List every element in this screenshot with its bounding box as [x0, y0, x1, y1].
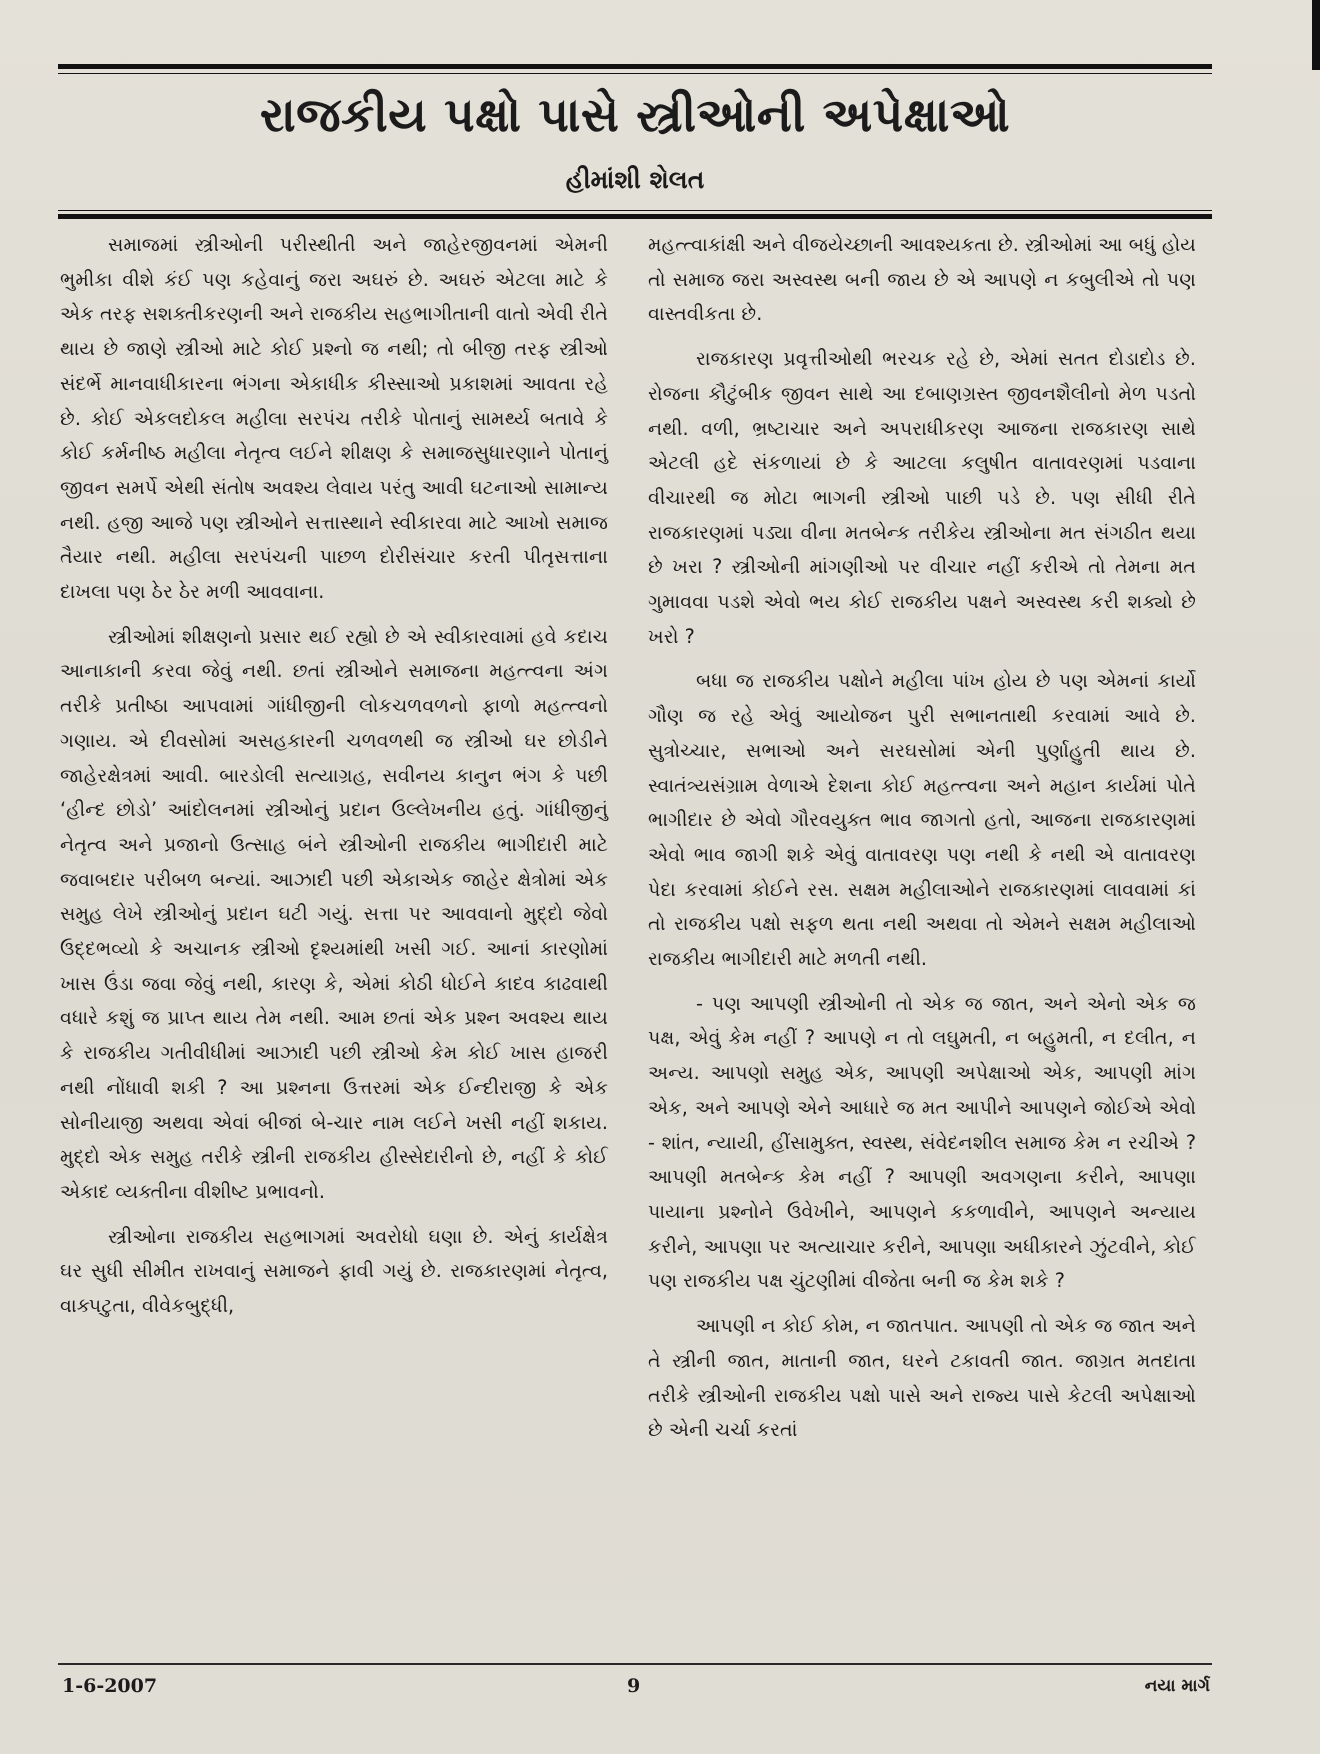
footer-rule: [58, 1663, 1212, 1665]
right-paragraph-4: - પણ આપણી સ્ત્રીઓની તો એક જ જાત, અને એનો એક જ પક્ષ, એવું કેમ નહીં ? આપણે ન તો લઘુમતી, ન બહુમતી, ન દલીત, ન અન્ય. આપણો સમુહ એક, આપણી અપેક્ષાઓ એક, આપણી માંગ એક, અને આપણે એને આધારે જ મત આપીને આપણને જોઈએ એવો - શાંત, ન્યાયી, હીંસામુક્ત, સ્વસ્થ, સંવેદનશીલ સમાજ કેમ ન રચીએ ? આપણી મતબેન્ક કેમ નહીં ? આપણી અવગણના કરીને, આપણા પાયાના પ્રશ્નોને ઉવેખીને, આપણને કકળાવીને, આપણને અન્યાય કરીને, આપણા પર અત્યાચાર કરીને, આપણા અધીકારને ઝુંટવીને, કોઈ પણ રાજકીય પક્ષ ચુંટણીમાં વીજેતા બની જ કેમ શકે ?: [648, 991, 1196, 1293]
page-number: 9: [627, 1675, 641, 1697]
right-paragraph-3: બધા જ રાજકીય પક્ષોને મહીલા પાંખ હોય છે પણ એમનાં કાર્યો ગૌણ જ રહે એવું આયોજન પુરી સભાનતાથી કરવામાં આવે છે. સુત્રોચ્ચાર, સભાઓ અને સરઘસોમાં એની પુર્ણાહુતી થાય છે. સ્વાતંત્ર્યસંગ્રામ વેળાએ દેશના કોઈ મહત્ત્વના અને મહાન કાર્યમાં પોતે ભાગીદાર છે એવો ગૌરવયુક્ત ભાવ જાગતો હતો, આજના રાજકારણમાં એવો ભાવ જાગી શકે એવું વાતાવરણ પણ નથી કે નથી એ વાતાવરણ પેદા કરવામાં કોઈને રસ. સક્ષમ મહીલાઓને રાજકારણમાં લાવવામાં કાં તો રાજકીય પક્ષો સફળ થતા નથી અથવા તો એમને સક્ષમ મહીલાઓ રાજકીય ભાગીદારી માટે મળતી નથી.: [648, 669, 1196, 971]
right-paragraph-1: મહત્ત્વાકાંક્ષી અને વીજયેચ્છાની આવશ્યકતા છે. સ્ત્રીઓમાં આ બધું હોય તો સમાજ જરા અસ્વસ્થ બની જાય છે એ આપણે ન કબુલીએ તો પણ વાસ્તવીકતા છે.: [648, 233, 1196, 326]
left-paragraph-2: સ્ત્રીઓમાં શીક્ષણનો પ્રસાર થઈ રહ્યો છે એ સ્વીકારવામાં હવે કદાચ આનાકાની કરવા જેવું નથી. છતાં સ્ત્રીઓને સમાજના મહત્ત્વના અંગ તરીકે પ્રતીષ્ઠા આપવામાં ગાંધીજીની લોકચળવળનો ફાળો મહત્ત્વનો ગણાય. એ દીવસોમાં અસહકારની ચળવળથી જ સ્ત્રીઓ ઘર છોડીને જાહેરક્ષેત્રમાં આવી. બારડોલી સત્યાગ્રહ, સવીનય કાનુન ભંગ કે પછી ‘હીન્દ છોડો’ આંદોલનમાં સ્ત્રીઓનું પ્રદાન ઉલ્લેખનીય હતું. ગાંધીજીનું નેતૃત્વ અને પ્રજાનો ઉત્સાહ બંને સ્ત્રીઓની રાજકીય ભાગીદારી માટે જવાબદાર પરીબળ બન્યાં. આઝાદી પછી એકાએક જાહેર ક્ષેત્રોમાં એક સમુહ લેખે સ્ત્રીઓનું પ્રદાન ઘટી ગયું. સત્તા પર આવવાનો મુદ્દો જેવો ઉદ્દભવ્યો કે અચાનક સ્ત્રીઓ દૃશ્યમાંથી ખસી ગઈ. આનાં કારણોમાં ખાસ ઉંડા જવા જેવું નથી, કારણ કે, એમાં કોઠી ધોઈને કાદવ કાઢવાથી વધારે કશું જ પ્રાપ્ત થાય તેમ નથી. આમ છતાં એક પ્રશ્ન અવશ્ય થાય કે રાજકીય ગતીવીધીમાં આઝાદી પછી સ્ત્રીઓ કેમ કોઈ ખાસ હાજરી નથી નોંધાવી શકી ? આ પ્રશ્નના ઉત્તરમાં એક ઈન્દીરાજી કે એક સોનીયાજી અથવા એવાં બીજાં બે-ચાર નામ લઈને ખસી નહીં શકાય. મુદ્દો એક સમુહ તરીકે સ્ત્રીની રાજકીય હીસ્સેદારીનો છે, નહીં કે કોઈ એકાદ વ્યક્તીના વીશીષ્ટ પ્રભાવનો.: [60, 624, 609, 1203]
header-rule-thick-top: [58, 64, 1212, 69]
header-rule-thin-bottom: [58, 210, 1212, 211]
footer-date: 1-6-2007: [62, 1675, 158, 1697]
page-edge-mark: [1312, 0, 1320, 70]
right-paragraph-2: રાજકારણ પ્રવૃત્તીઓથી ભરચક રહે છે, એમાં સતત દોડાદોડ છે. રોજના કૌટુંબીક જીવન સાથે આ દબાણગ્રસ્ત જીવનશૈલીનો મેળ પડતો નથી. વળી, ભ્રષ્ટાચાર અને અપરાધીકરણ આજના રાજકારણ સાથે એટલી હદે સંકળાયાં છે કે આટલા કલુષીત વાતાવરણમાં પડવાના વીચારથી જ મોટા ભાગની સ્ત્રીઓ પાછી પડે છે. પણ સીધી રીતે રાજકારણમાં પડ્યા વીના મતબેન્ક તરીકેય સ્ત્રીઓના મત સંગઠીત થયા છે ખરા ? સ્ત્રીઓની માંગણીઓ પર વીચાર નહીં કરીએ તો તેમના મત ગુમાવવા પડશે એવો ભય કોઈ રાજકીય પક્ષને અસ્વસ્થ કરી શક્યો છે ખરો ?: [648, 347, 1196, 648]
magazine-name: નયા માર્ગ: [1144, 1676, 1210, 1696]
right-column: [648, 228, 1196, 1458]
right-paragraph-5: આપણી ન કોઈ કોમ, ન જાતપાત. આપણી તો એક જ જાત અને તે સ્ત્રીની જાત, માતાની જાત, ઘરને ટકાવતી જાત. જાગ્રત મતદાતા તરીકે સ્ત્રીઓની રાજકીય પક્ષો પાસે અને રાજ્ય પાસે કેટલી અપેક્ષાઓ છે એની ચર્ચા કરતાં: [648, 1314, 1196, 1442]
left-paragraph-1: સમાજમાં સ્ત્રીઓની પરીસ્થીતી અને જાહેરજીવનમાં એમની ભુમીકા વીશે કંઈ પણ કહેવાનું જરા અઘરું છે. અઘરું એટલા માટે કે એક તરફ સશક્તીકરણની અને રાજકીય સહભાગીતાની વાતો એવી રીતે થાય છે જાણે સ્ત્રીઓ માટે કોઈ પ્રશ્નો જ નથી; તો બીજી તરફ સ્ત્રીઓ સંદર્ભે માનવાધીકારના ભંગના એકાધીક કીસ્સાઓ પ્રકાશમાં આવતા રહે છે. કોઈ એકલદોકલ મહીલા સરપંચ તરીકે પોતાનું સામર્થ્ય બતાવે કે કોઈ કર્મનીષ્ઠ મહીલા નેતૃત્વ લઈને શીક્ષણ કે સમાજસુધારણાને પોતાનું જીવન સમર્પે એથી સંતોષ અવશ્ય લેવાય પરંતુ આવી ઘટનાઓ સામાન્ય નથી. હજી આજે પણ સ્ત્રીઓને સત્તાસ્થાને સ્વીકારવા માટે આખો સમાજ તૈયાર નથી. મહીલા સરપંચની પાછળ દોરીસંચાર કરતી પીતૃસત્તાના દાખલા પણ ઠેર ઠેર મળી આવવાના.: [60, 233, 608, 604]
left-column: [60, 228, 608, 1334]
header-rule-thick-bottom: [58, 214, 1212, 219]
article-title: રાજકીય પક્ષો પાસે સ્ત્રીઓની અપેક્ષાઓ: [259, 88, 1011, 143]
left-paragraph-3: સ્ત્રીઓના રાજકીય સહભાગમાં અવરોધો ઘણા છે. એનું કાર્યક્ષેત્ર ઘર સુધી સીમીત રાખવાનું સમાજને ફાવી ગયું છે. રાજકારણમાં નેતૃત્વ, વાક્પટુતા, વીવેકબુદ્ધી,: [60, 1224, 608, 1318]
article-author: હીમાંશી શેલત: [565, 165, 705, 194]
header-rule-thin-top: [58, 73, 1212, 74]
